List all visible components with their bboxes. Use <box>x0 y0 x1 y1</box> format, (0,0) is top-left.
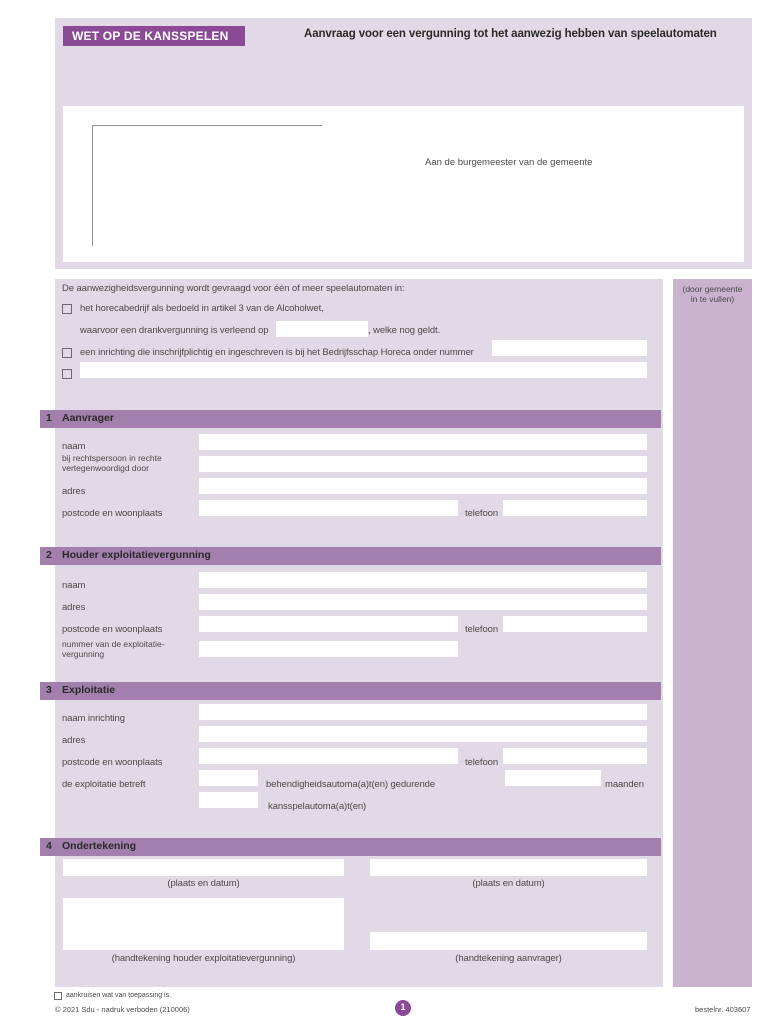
s1-rechtspersoon-label <box>62 453 162 473</box>
s3-naam-field[interactable] <box>199 704 647 720</box>
s4-place-date-left-field[interactable] <box>63 859 344 876</box>
s4-place-date-right-label: (plaats en datum) <box>472 878 545 889</box>
page-number: 1 <box>400 1002 406 1012</box>
s2-adres-field[interactable] <box>199 594 647 610</box>
page-number-badge <box>395 1000 411 1016</box>
option1-checkbox[interactable] <box>62 304 72 314</box>
s3-behendigheid-count-field[interactable] <box>199 770 258 786</box>
s2-nummer-line2: vergunning <box>62 649 105 659</box>
s1-rechtspersoon-line1: bij rechtspersoon in rechte <box>62 453 162 463</box>
municipality-note-line1: (door gemeente <box>682 284 743 294</box>
s2-telefoon-label: telefoon <box>465 624 499 635</box>
s3-maanden-field[interactable] <box>505 770 601 786</box>
s3-postcode-label: postcode en woonplaats <box>62 757 163 768</box>
s1-rechtspersoon-field[interactable] <box>199 456 647 472</box>
s2-naam-field[interactable] <box>199 572 647 588</box>
section4-bar <box>40 838 661 856</box>
badge-text: WET OP DE KANSSPELEN <box>72 29 229 43</box>
s1-rechtspersoon-line2: vertegenwoordigd door <box>62 463 149 473</box>
s3-kansspel-label: kansspelautoma(a)t(en) <box>268 801 367 812</box>
s3-adres-label: adres <box>62 735 86 746</box>
address-window-top-line <box>92 125 322 126</box>
section2-number: 2 <box>46 549 52 561</box>
section2-title: Houder exploitatievergunning <box>62 549 211 561</box>
section3-title: Exploitatie <box>62 684 116 696</box>
s4-signature-applicant-field[interactable] <box>370 932 647 950</box>
s3-naam-label: naam inrichting <box>62 713 125 724</box>
option1-line2-b: , welke nog geldt. <box>368 325 441 336</box>
section3-number: 3 <box>46 684 52 696</box>
section2-bar <box>40 547 661 565</box>
s2-naam-label: naam <box>62 580 86 591</box>
s2-nummer-field[interactable] <box>199 641 458 657</box>
form-title-badge <box>63 26 245 46</box>
address-box <box>63 106 744 262</box>
section1-title: Aanvrager <box>62 412 114 424</box>
intro-lead: De aanwezigheidsvergunning wordt gevraagd voor één of meer speelautomaten in: <box>62 283 405 294</box>
option3-checkbox[interactable] <box>62 369 72 379</box>
s2-adres-label: adres <box>62 602 86 613</box>
s4-place-date-right-field[interactable] <box>370 859 647 876</box>
s4-signature-holder-field[interactable] <box>63 898 344 950</box>
section4-title: Ondertekening <box>62 840 137 852</box>
option1-line2-a: waarvoor een drankvergunning is verleend op <box>80 325 269 336</box>
registration-number-field[interactable] <box>492 340 647 356</box>
s4-signature-holder-label: (handtekening houder exploitatievergunning) <box>111 953 296 964</box>
s1-telefoon-field[interactable] <box>503 500 647 516</box>
s1-postcode-field[interactable] <box>199 500 458 516</box>
s2-nummer-label <box>62 639 165 659</box>
option1-line1: het horecabedrijf als bedoeld in artikel 3 van de Alcoholwet, <box>80 303 324 314</box>
s1-adres-field[interactable] <box>199 478 647 494</box>
municipality-note <box>673 284 752 304</box>
s1-naam-field[interactable] <box>199 434 647 450</box>
s3-behendigheid-label: behendigheidsautoma(a)t(en) gedurende <box>266 779 436 790</box>
s1-adres-label: adres <box>62 486 86 497</box>
section3-bar <box>40 682 661 700</box>
municipality-note-line2: in te vullen) <box>690 294 735 304</box>
licence-date-field[interactable] <box>276 321 368 337</box>
footer-legend-checkbox <box>54 992 62 1000</box>
s3-postcode-field[interactable] <box>199 748 458 764</box>
order-number: bestelnr. 403607 <box>695 1005 751 1014</box>
s2-nummer-line1: nummer van de exploitatie- <box>62 639 165 649</box>
option2-checkbox[interactable] <box>62 348 72 358</box>
option3-field[interactable] <box>80 362 647 378</box>
s3-kansspel-count-field[interactable] <box>199 792 258 808</box>
option2-text: een inrichting die inschrijfplichtig en ingeschreven is bij het Bedrijfsschap Horeca onder nummer <box>80 347 474 358</box>
s3-telefoon-label: telefoon <box>465 757 499 768</box>
s1-telefoon-label: telefoon <box>465 508 499 519</box>
s1-naam-label: naam <box>62 441 86 452</box>
footer-copyright: © 2021 Sdu - nadruk verboden (210006) <box>55 1005 190 1014</box>
form-title: Aanvraag voor een vergunning tot het aanwezig hebben van speelautomaten <box>304 28 717 40</box>
s3-maanden-label: maanden <box>605 779 644 790</box>
s1-postcode-label: postcode en woonplaats <box>62 508 163 519</box>
s4-signature-applicant-label: (handtekening aanvrager) <box>455 953 562 964</box>
s2-postcode-field[interactable] <box>199 616 458 632</box>
municipality-column <box>673 279 752 987</box>
s3-telefoon-field[interactable] <box>503 748 647 764</box>
section1-bar <box>40 410 661 428</box>
section4-number: 4 <box>46 840 52 852</box>
s3-adres-field[interactable] <box>199 726 647 742</box>
section1-number: 1 <box>46 412 52 424</box>
address-window-left-line <box>92 125 93 246</box>
s2-telefoon-field[interactable] <box>503 616 647 632</box>
footer-note: aankruisen wat van toepassing is. <box>66 992 172 999</box>
s3-betreft-label: de exploitatie betreft <box>62 779 146 790</box>
s2-postcode-label: postcode en woonplaats <box>62 624 163 635</box>
s4-place-date-left-label: (plaats en datum) <box>167 878 240 889</box>
addressee-label: Aan de burgemeester van de gemeente <box>425 157 593 168</box>
